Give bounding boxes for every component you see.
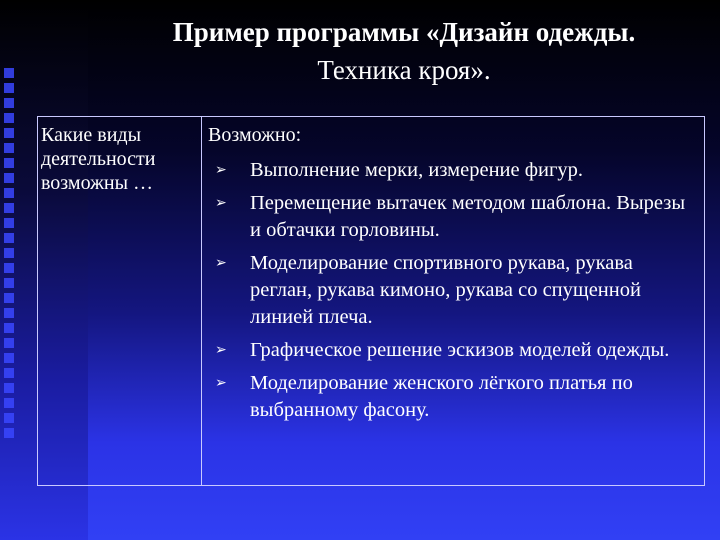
square-icon <box>4 263 14 273</box>
list-item-text: Графическое решение эскизов моделей одежды. <box>250 339 670 361</box>
square-icon <box>4 413 14 423</box>
arrowhead-bullet-icon: ➢ <box>215 162 227 178</box>
content-table <box>37 116 705 486</box>
square-icon <box>4 83 14 93</box>
square-icon <box>4 428 14 438</box>
arrowhead-bullet-icon: ➢ <box>215 255 227 271</box>
square-icon <box>4 323 14 333</box>
list-item-text: Выполнение мерки, измерение фигур. <box>250 159 584 181</box>
title-line-1: Пример программы «Дизайн одежды. <box>172 17 636 47</box>
decorative-squares <box>4 68 14 438</box>
square-icon <box>4 383 14 393</box>
square-icon <box>4 203 14 213</box>
square-icon <box>4 158 14 168</box>
square-icon <box>4 368 14 378</box>
square-icon <box>4 278 14 288</box>
list-item <box>208 250 698 331</box>
column-divider <box>201 117 202 485</box>
question-cell <box>41 123 201 195</box>
square-icon <box>4 218 14 228</box>
square-icon <box>4 248 14 258</box>
square-icon <box>4 338 14 348</box>
question-line: Какие виды <box>41 124 142 146</box>
square-icon <box>4 128 14 138</box>
square-icon <box>4 68 14 78</box>
square-icon <box>4 188 14 198</box>
list-item <box>208 190 698 244</box>
title-line-2: Техника кроя». <box>317 55 491 85</box>
arrowhead-bullet-icon: ➢ <box>215 195 227 211</box>
list-item <box>208 157 698 184</box>
arrowhead-bullet-icon: ➢ <box>215 375 227 391</box>
square-icon <box>4 308 14 318</box>
list-item-text: Моделирование спортивного рукава, рукава реглан, рукава кимоно, рукава со спущенной линией плеча. <box>250 252 641 328</box>
square-icon <box>4 293 14 303</box>
square-icon <box>4 98 14 108</box>
square-icon <box>4 173 14 183</box>
square-icon <box>4 113 14 123</box>
list-item-text: Перемещение вытачек методом шаблона. Вырезы и обтачки горловины. <box>250 192 686 241</box>
question-line: деятельности <box>41 148 156 170</box>
square-icon <box>4 143 14 153</box>
answer-cell <box>208 123 698 430</box>
list-item-text: Моделирование женского лёгкого платья по выбранному фасону. <box>250 372 633 421</box>
arrowhead-bullet-icon: ➢ <box>215 342 227 358</box>
question-line: возможны … <box>41 172 154 194</box>
answer-heading: Возможно: <box>208 124 302 146</box>
square-icon <box>4 353 14 363</box>
square-icon <box>4 233 14 243</box>
activity-list <box>208 157 698 424</box>
list-item <box>208 370 698 424</box>
list-item <box>208 337 698 364</box>
square-icon <box>4 398 14 408</box>
